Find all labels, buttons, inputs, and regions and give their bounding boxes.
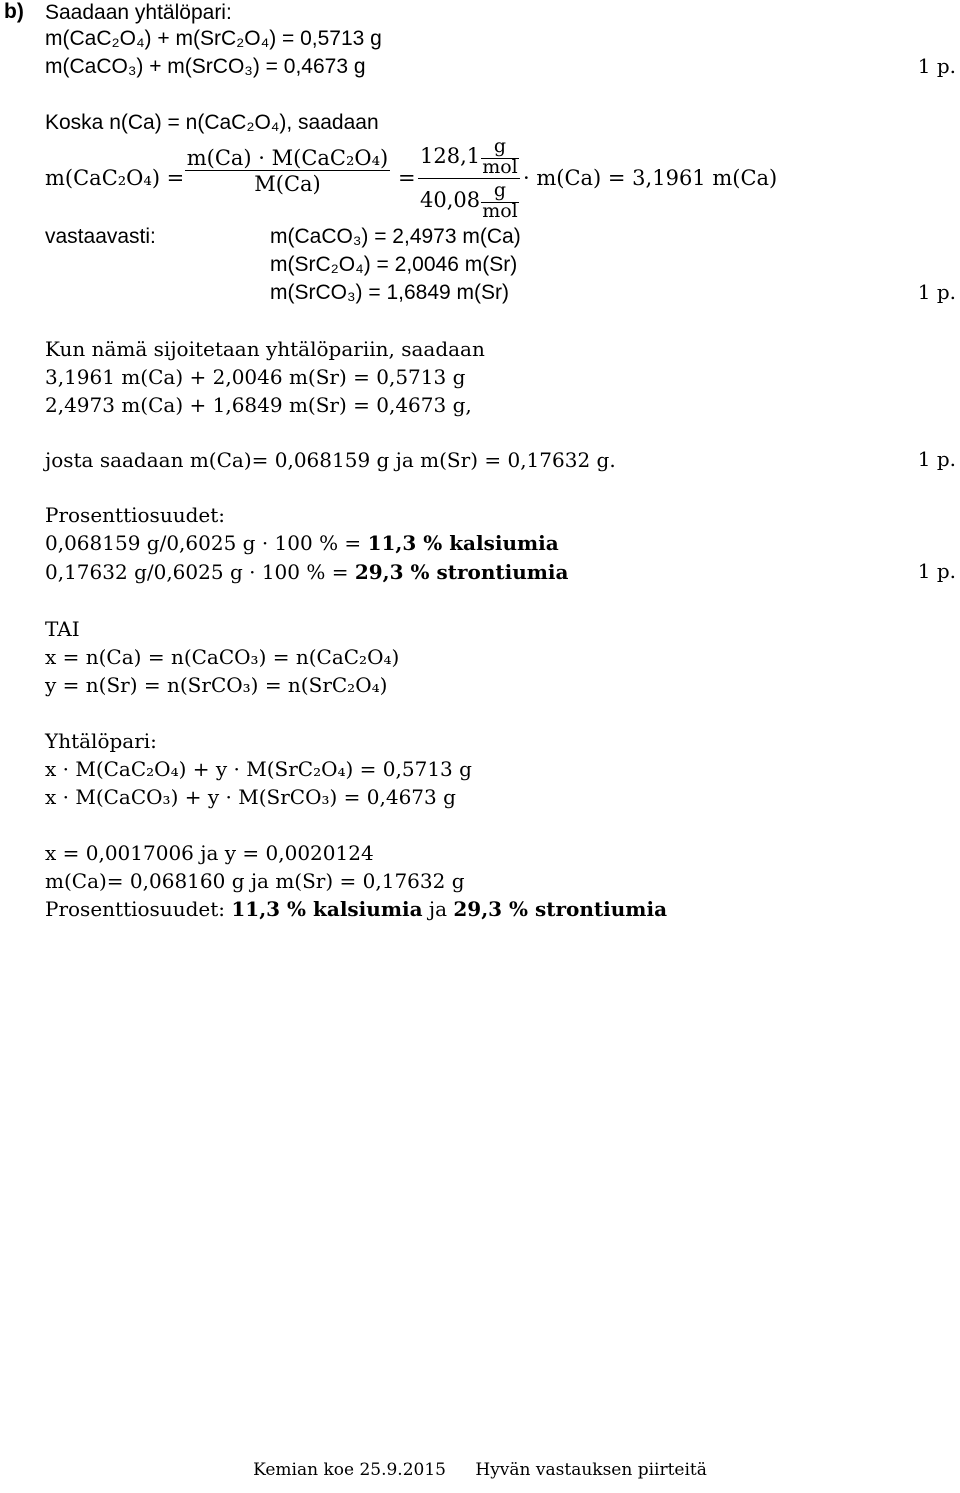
s2-fraction-2	[418, 135, 520, 228]
s2-num2-unit-bot: mol	[482, 156, 518, 178]
footer-subtitle: Hyvän vastauksen piirteitä	[475, 1460, 707, 1480]
s1-eq1: m(CaC₂O₄) + m(SrC₂O₄) = 0,5713 g	[45, 27, 382, 50]
s5-heading: Yhtälöpari:	[45, 729, 157, 753]
s5-final-ca: 11,3 % kalsiumia	[231, 897, 423, 921]
s2-fraction-1	[185, 146, 390, 197]
s4-p1-calc: 0,068159 g/0,6025 g · 100 % =	[45, 531, 368, 555]
s2-vastaavasti: vastaavasti:	[45, 225, 156, 248]
s2-lhs: m(CaC₂O₄) =	[45, 166, 185, 190]
points-4: 1 p.	[917, 559, 956, 583]
s2-den1: M(Ca)	[254, 172, 321, 196]
s2-v2: m(SrC₂O₄) = 2,0046 m(Sr)	[270, 253, 518, 276]
s4-heading: Prosenttiosuudet:	[45, 503, 225, 527]
points-1: 1 p.	[917, 54, 956, 78]
s2-num2-unit-top: g	[493, 135, 507, 157]
s3-josta: josta saadaan m(Ca)= 0,068159 g ja m(Sr) = 0,17632 g.	[45, 448, 616, 472]
s5-solution: x = 0,0017006 ja y = 0,0020124	[45, 841, 374, 865]
points-3: 1 p.	[917, 447, 956, 471]
s2-num1: m(Ca) · M(CaC₂O₄)	[186, 146, 389, 170]
s5-y-def: y = n(Sr) = n(SrCO₃) = n(SrC₂O₄)	[45, 673, 388, 697]
s2-eq-sign: =	[398, 166, 416, 190]
s3-e1: 3,1961 m(Ca) + 2,0046 m(Sr) = 0,5713 g	[45, 365, 466, 389]
s5-x-def: x = n(Ca) = n(CaCO₃) = n(CaC₂O₄)	[45, 645, 400, 669]
s2-den2-unit-top: g	[493, 179, 507, 201]
s5-masses: m(Ca)= 0,068160 g ja m(Sr) = 0,17632 g	[45, 869, 465, 893]
s5-final-ja: ja	[422, 897, 454, 921]
s4-p2-result: 29,3 % strontiumia	[354, 560, 569, 584]
s5-tai: TAI	[45, 617, 80, 641]
s2-num2-val: 128,1	[420, 144, 481, 168]
s4-p1	[45, 530, 559, 556]
page-footer	[0, 1460, 960, 1480]
s2-den2-val: 40,08	[420, 188, 481, 212]
part-label: b)	[4, 0, 24, 23]
points-2: 1 p.	[917, 280, 956, 304]
s3-e2: 2,4973 m(Ca) + 1,6849 m(Sr) = 0,4673 g,	[45, 393, 472, 417]
s4-p2	[45, 559, 568, 585]
s5-final-sr: 29,3 % strontiumia	[453, 897, 668, 921]
footer-exam-name: Kemian koe 25.9.2015	[253, 1460, 446, 1480]
s5-final-label: Prosenttiosuudet:	[45, 897, 232, 921]
s2-den2-unit-bot: mol	[482, 200, 518, 222]
s4-p2-calc: 0,17632 g/0,6025 g · 100 % =	[45, 560, 355, 584]
s2-v3: m(SrCO₃) = 1,6849 m(Sr)	[270, 281, 510, 304]
s2-result: · m(Ca) = 3,1961 m(Ca)	[523, 166, 778, 190]
s1-heading: Saadaan yhtälöpari:	[45, 1, 232, 24]
s1-eq2: m(CaCO₃) + m(SrCO₃) = 0,4673 g	[45, 55, 366, 78]
s4-p1-result: 11,3 % kalsiumia	[367, 531, 559, 555]
s5-e2: x · M(CaCO₃) + y · M(SrCO₃) = 0,4673 g	[45, 785, 456, 809]
s3-intro: Kun nämä sijoitetaan yhtälöpariin, saadaan	[45, 337, 485, 361]
s5-final	[45, 896, 667, 922]
s2-koska: Koska n(Ca) = n(CaC₂O₄), saadaan	[45, 111, 379, 134]
s5-e1: x · M(CaC₂O₄) + y · M(SrC₂O₄) = 0,5713 g	[45, 757, 472, 781]
s2-v1: m(CaCO₃) = 2,4973 m(Ca)	[270, 225, 521, 248]
